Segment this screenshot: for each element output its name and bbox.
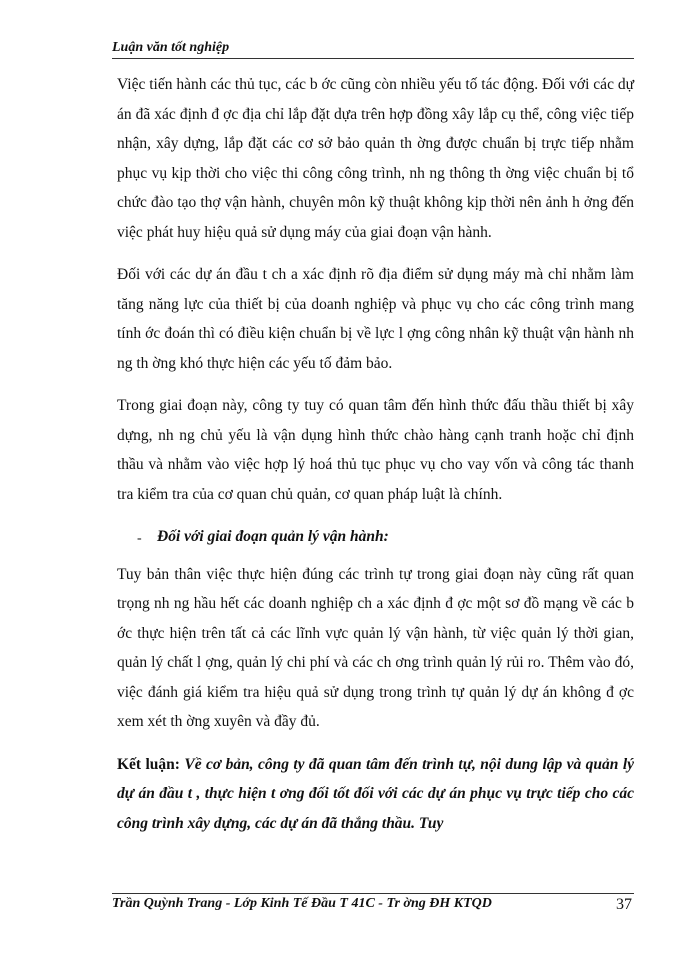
footer-rule [112, 893, 634, 894]
section-heading [117, 522, 634, 552]
conclusion-paragraph [117, 750, 634, 839]
paragraph-3: Trong giai đoạn này, công ty tuy có quan tâm đến hình thức đấu thầu thiết bị xây dựng, nh ng chủ yếu là vận dụng hình thức chào hàng cạnh tranh hoặc chỉ định thầu và nhằm vào việc hợp lý hoá thủ tục phục vụ cho vay vốn và công tác thanh tra kiểm tra của cơ quan chủ quản, cơ quan pháp luật là chính. [117, 397, 634, 503]
bullet-dash: - [137, 531, 142, 546]
header-rule [112, 58, 634, 59]
conclusion-text: Về cơ bản, công ty đã quan tâm đến trình tự, nội dung lập và quản lý dự án đầu t , thực hiện t ơng đối tốt đối với các dự án phục vụ trực tiếp cho các công trình xây dựng, các dự án đã thắng thầu. Tuy [117, 755, 634, 832]
page-body [117, 70, 634, 838]
footer-author: Trần Quỳnh Trang - Lớp Kinh Tế Đầu T 41C - Tr ờng ĐH KTQD [112, 896, 492, 911]
section-paragraph: Tuy bản thân việc thực hiện đúng các trình tự trong giai đoạn này cũng rất quan trọng nh ng hầu hết các doanh nghiệp ch a xác định đ ợc một sơ đồ mạng về các b ớc thực hiện trên tất cả các lĩnh vực quản lý vận hành, từ việc quản lý thời gian, quản lý chất l ợng, quản lý chi phí và các ch ơng trình quản lý rủi ro. Thêm vào đó, việc đánh giá kiểm tra hiệu quả sử dụng trong trình tự quản lý dự án không đ ợc xem xét th ờng xuyên và đầy đủ. [117, 565, 634, 730]
paragraph-1: Việc tiến hành các thủ tục, các b ớc cũng còn nhiều yếu tố tác động. Đối với các dự án đã xác định đ ợc địa chỉ lắp đặt dựa trên hợp đồng xây lắp cụ thể, công việc tiếp nhận, xây dựng, lắp đặt các cơ sở bảo quản th ờng được chuẩn bị trực tiếp nhằm phục vụ kịp thời cho việc thi công công trình, nh ng thông th ờng việc chuẩn bị tổ chức đào tạo thợ vận hành, chuyên môn kỹ thuật không kịp thời nên ảnh h ởng đến việc phát huy hiệu quả sử dụng máy của giai đoạn vận hành. [117, 76, 634, 241]
running-footer [112, 896, 634, 912]
running-header: Luận văn tốt nghiệp [112, 40, 230, 55]
section-heading-text: Đối với giai đoạn quản lý vận hành: [157, 528, 389, 545]
conclusion-label: Kết luận: [117, 755, 180, 773]
paragraph-2: Đối với các dự án đầu t ch a xác định rõ địa điểm sử dụng máy mà chỉ nhằm làm tăng năng lực của thiết bị của doanh nghiệp và phục vụ cho các công trình mang tính ớc đoán thì có điều kiện chuẩn bị về lực l ợng công nhân kỹ thuật vận hành nh ng th ờng khó thực hiện các yếu tố đảm bảo. [117, 266, 634, 372]
page-number: 37 [616, 896, 632, 913]
